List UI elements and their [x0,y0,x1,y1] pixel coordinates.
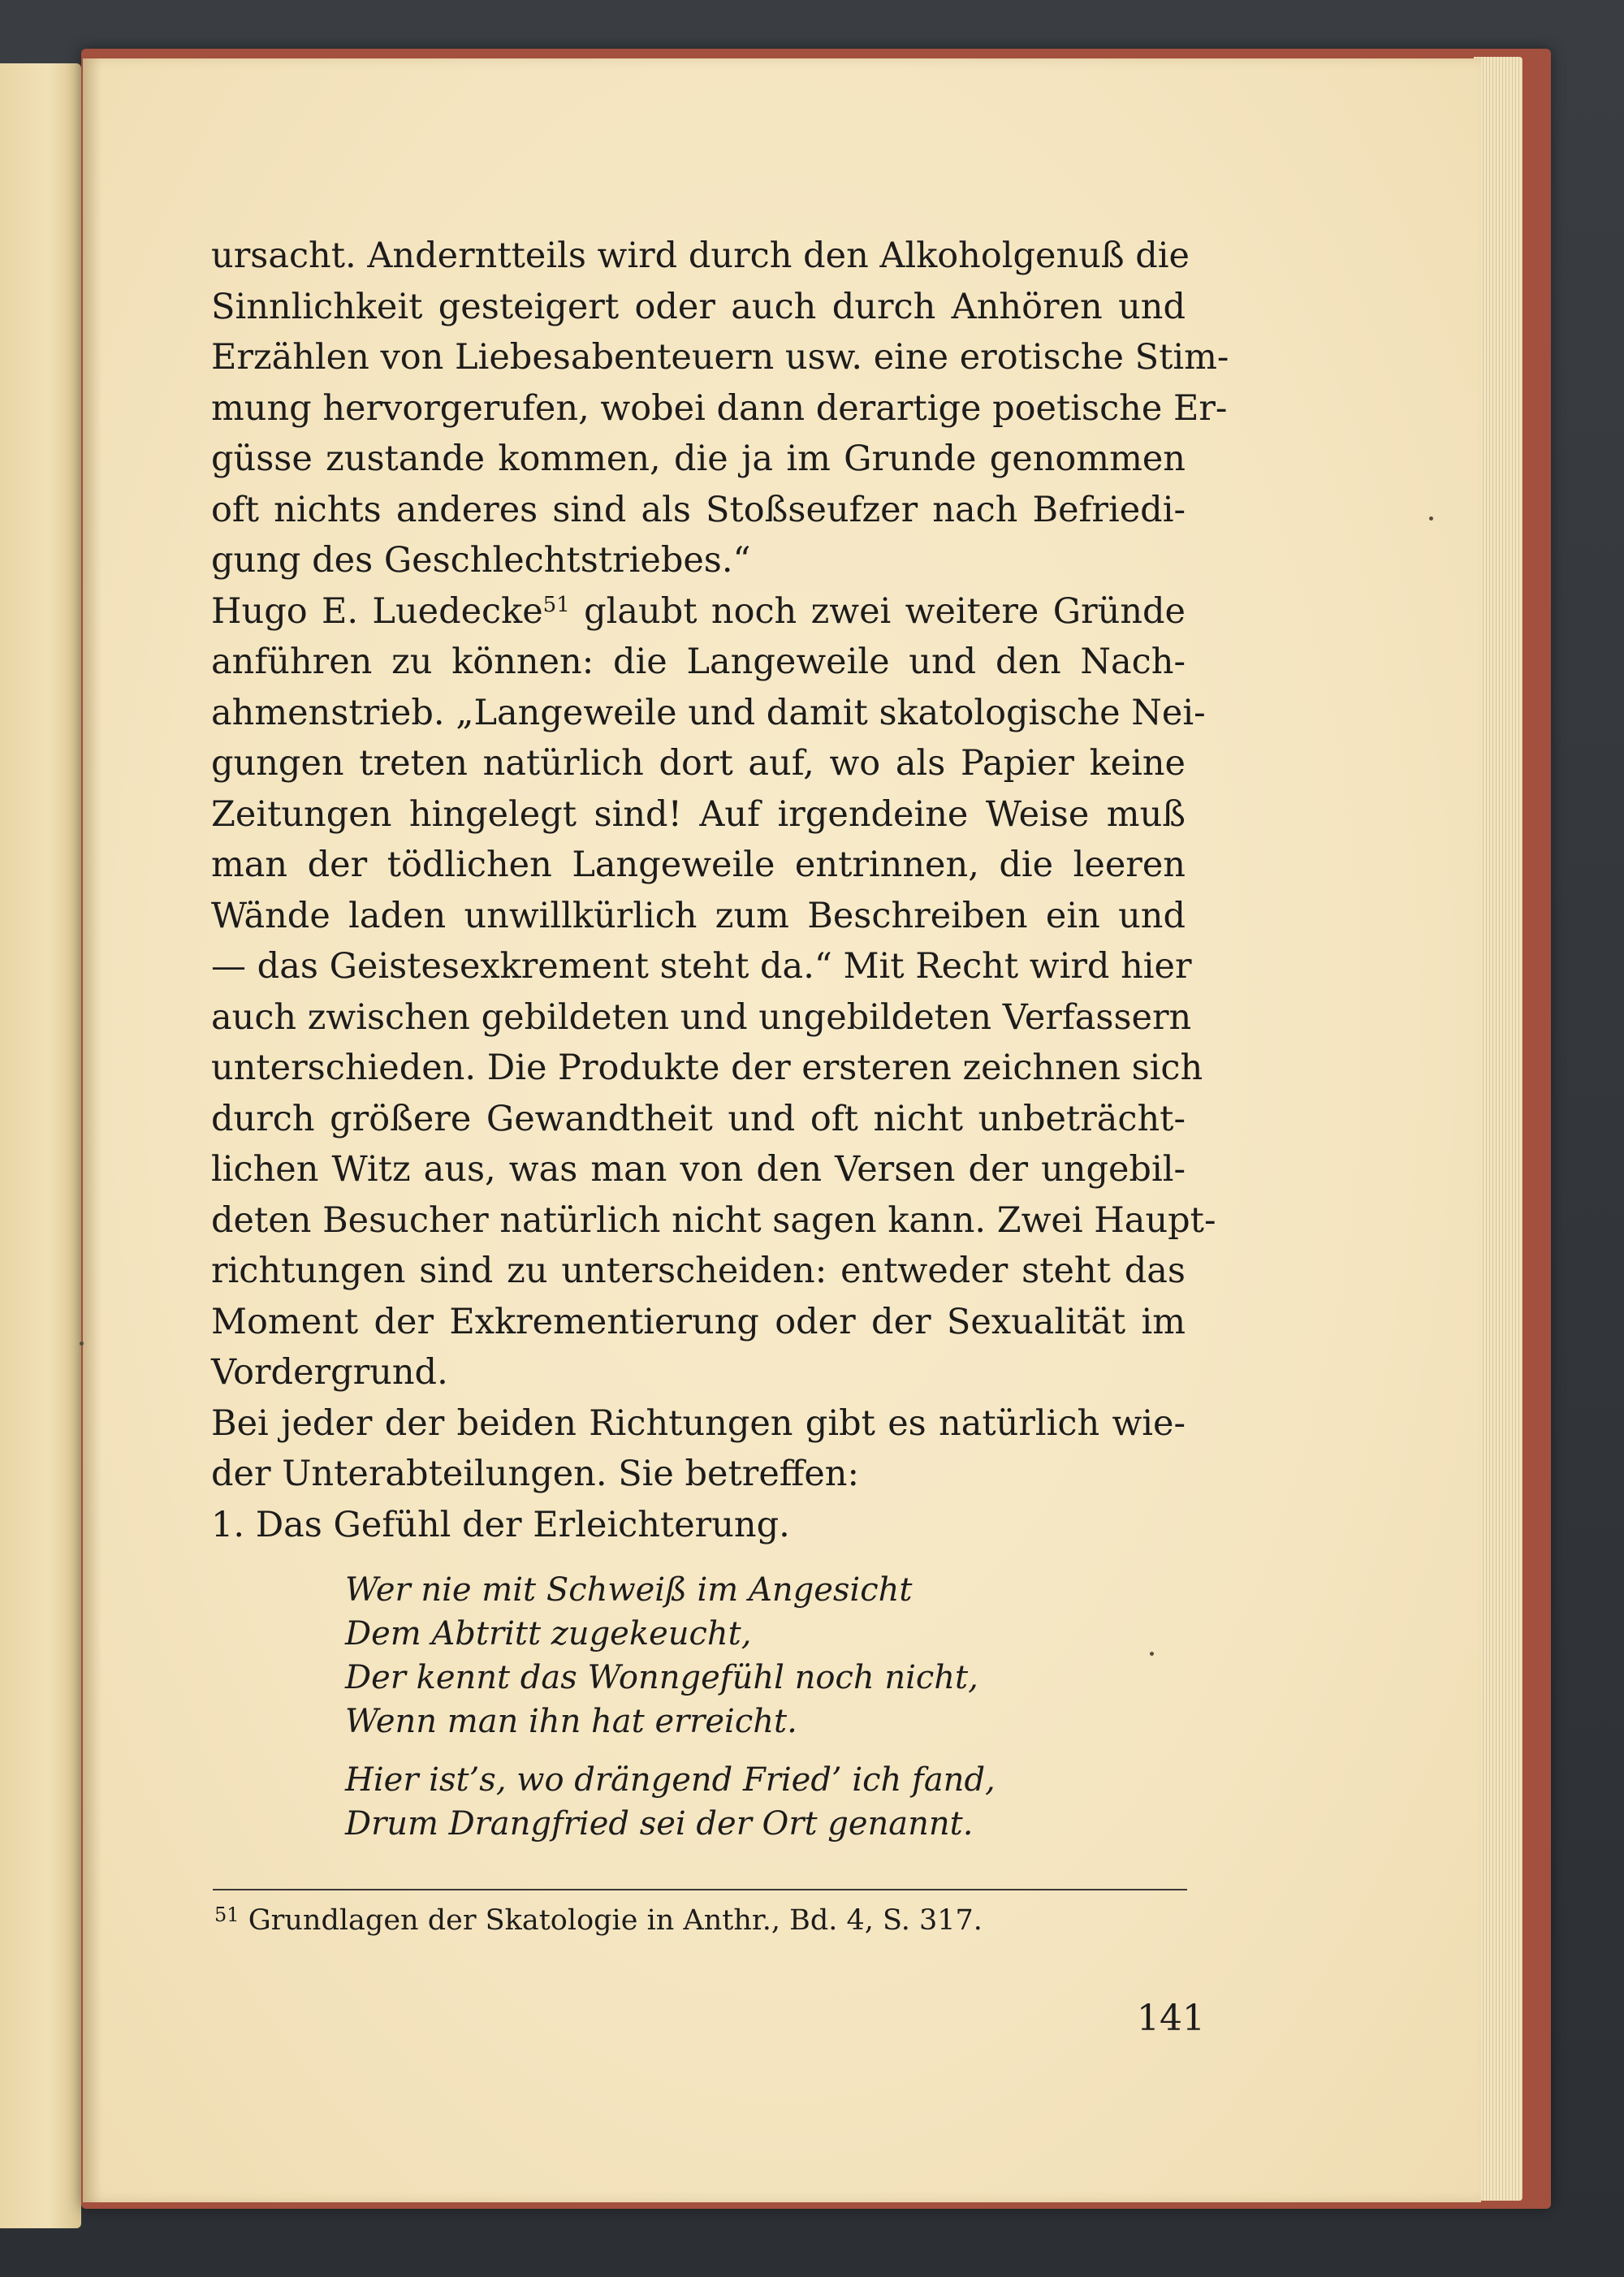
text-line: gungen treten natürlich dort auf, wo als Papier keine [211,743,1186,784]
text-line: auch zwischen gebildeten und ungebildeten Verfassern [211,996,1192,1038]
verse-line: Dem Abtritt zugekeucht, [345,1615,752,1653]
text-line: Zeitungen hingelegt sind! Auf irgendeine Weise muß [211,793,1186,835]
text-line: oft nichts anderes sind als Stoßseufzer nach Befriedi- [211,489,1186,530]
text-line: ahmenstrieb. „Langeweile und damit skatologische Nei- [211,692,1206,733]
paper-speck [80,1342,84,1346]
page-text [211,231,1229,1846]
verse-line: Drum Drangfried sei der Ort genannt. [345,1805,974,1843]
verse-line: Wer nie mit Schweiß im Angesicht [345,1571,913,1609]
page-number: 141 [1137,1998,1205,2039]
text-line [211,586,1186,637]
text-line: 1. Das Gefühl der Erleichterung. [211,1504,790,1545]
text-line: Wände laden unwillkürlich zum Beschreiben ein und [211,895,1186,936]
text-line: man der tödlichen Langeweile entrinnen, die leeren [211,845,1186,885]
text-line: Vordergrund. [211,1352,448,1393]
text-segment: glaubt noch zwei weitere Gründe [569,590,1186,632]
verse-line: Hier ist’s, wo drängend Fried’ ich fand, [345,1761,996,1799]
text-line: anführen zu können: die Langeweile und den Nach- [211,642,1186,682]
text-line: güsse zustande kommen, die ja im Grunde genommen [211,439,1186,479]
text-line: unterschieden. Die Produkte der ersteren zeichnen sich [211,1048,1203,1088]
text-line: Erzählen von Liebesabenteuern usw. eine erotische Stim- [211,337,1229,378]
text-line: der Unterabteilungen. Sie betreffen: [211,1454,859,1494]
text-line: richtungen sind zu unterscheiden: entweder steht das [211,1251,1186,1291]
text-line: Bei jeder der beiden Richtungen gibt es natürlich wie- [211,1402,1186,1444]
gutter-shadow [83,58,102,2202]
footnote-reference: 51 [542,592,570,617]
text-segment: Hugo E. Luedecke [211,590,543,632]
page-edges [1474,57,1522,2201]
body-paragraphs [211,231,1229,1550]
previous-page-edge [0,63,81,2228]
footnote-number: 51 [214,1903,240,1926]
footnote-text: Grundlagen der Skatologie in Anthr., Bd. 4, S. 317. [248,1904,983,1937]
text-line: durch größere Gewandtheit und oft nicht unbeträcht- [211,1098,1186,1139]
text-line: mung hervorgerufen, wobei dann derartige poetische Er- [211,387,1228,429]
text-line: gung des Geschlechtstriebes.“ [211,540,751,581]
text-line: ursacht. Anderntteils wird durch den Alkoholgenuß die [211,235,1190,276]
verse-line: Wenn man ihn hat erreicht. [345,1703,797,1740]
verse-block [345,1568,1186,1846]
verse-stanza [345,1568,1186,1743]
verse-line: Der kennt das Wonngefühl noch nicht, [345,1659,978,1696]
text-line: Moment der Exkrementierung oder der Sexualität im [211,1301,1186,1342]
text-line: deten Besucher natürlich nicht sagen kann. Zwei Haupt- [211,1199,1216,1241]
paper-speck [1429,516,1433,521]
text-line: lichen Witz aus, was man von den Versen der ungebil- [211,1149,1186,1190]
footnote-rule [213,1889,1187,1890]
verse-stanza [345,1758,1186,1846]
footnote [214,1900,1189,1941]
text-line: Sinnlichkeit gesteigert oder auch durch Anhören und [211,286,1186,327]
text-line: — das Geistesexkrement steht da.“ Mit Recht wird hier [211,946,1192,987]
